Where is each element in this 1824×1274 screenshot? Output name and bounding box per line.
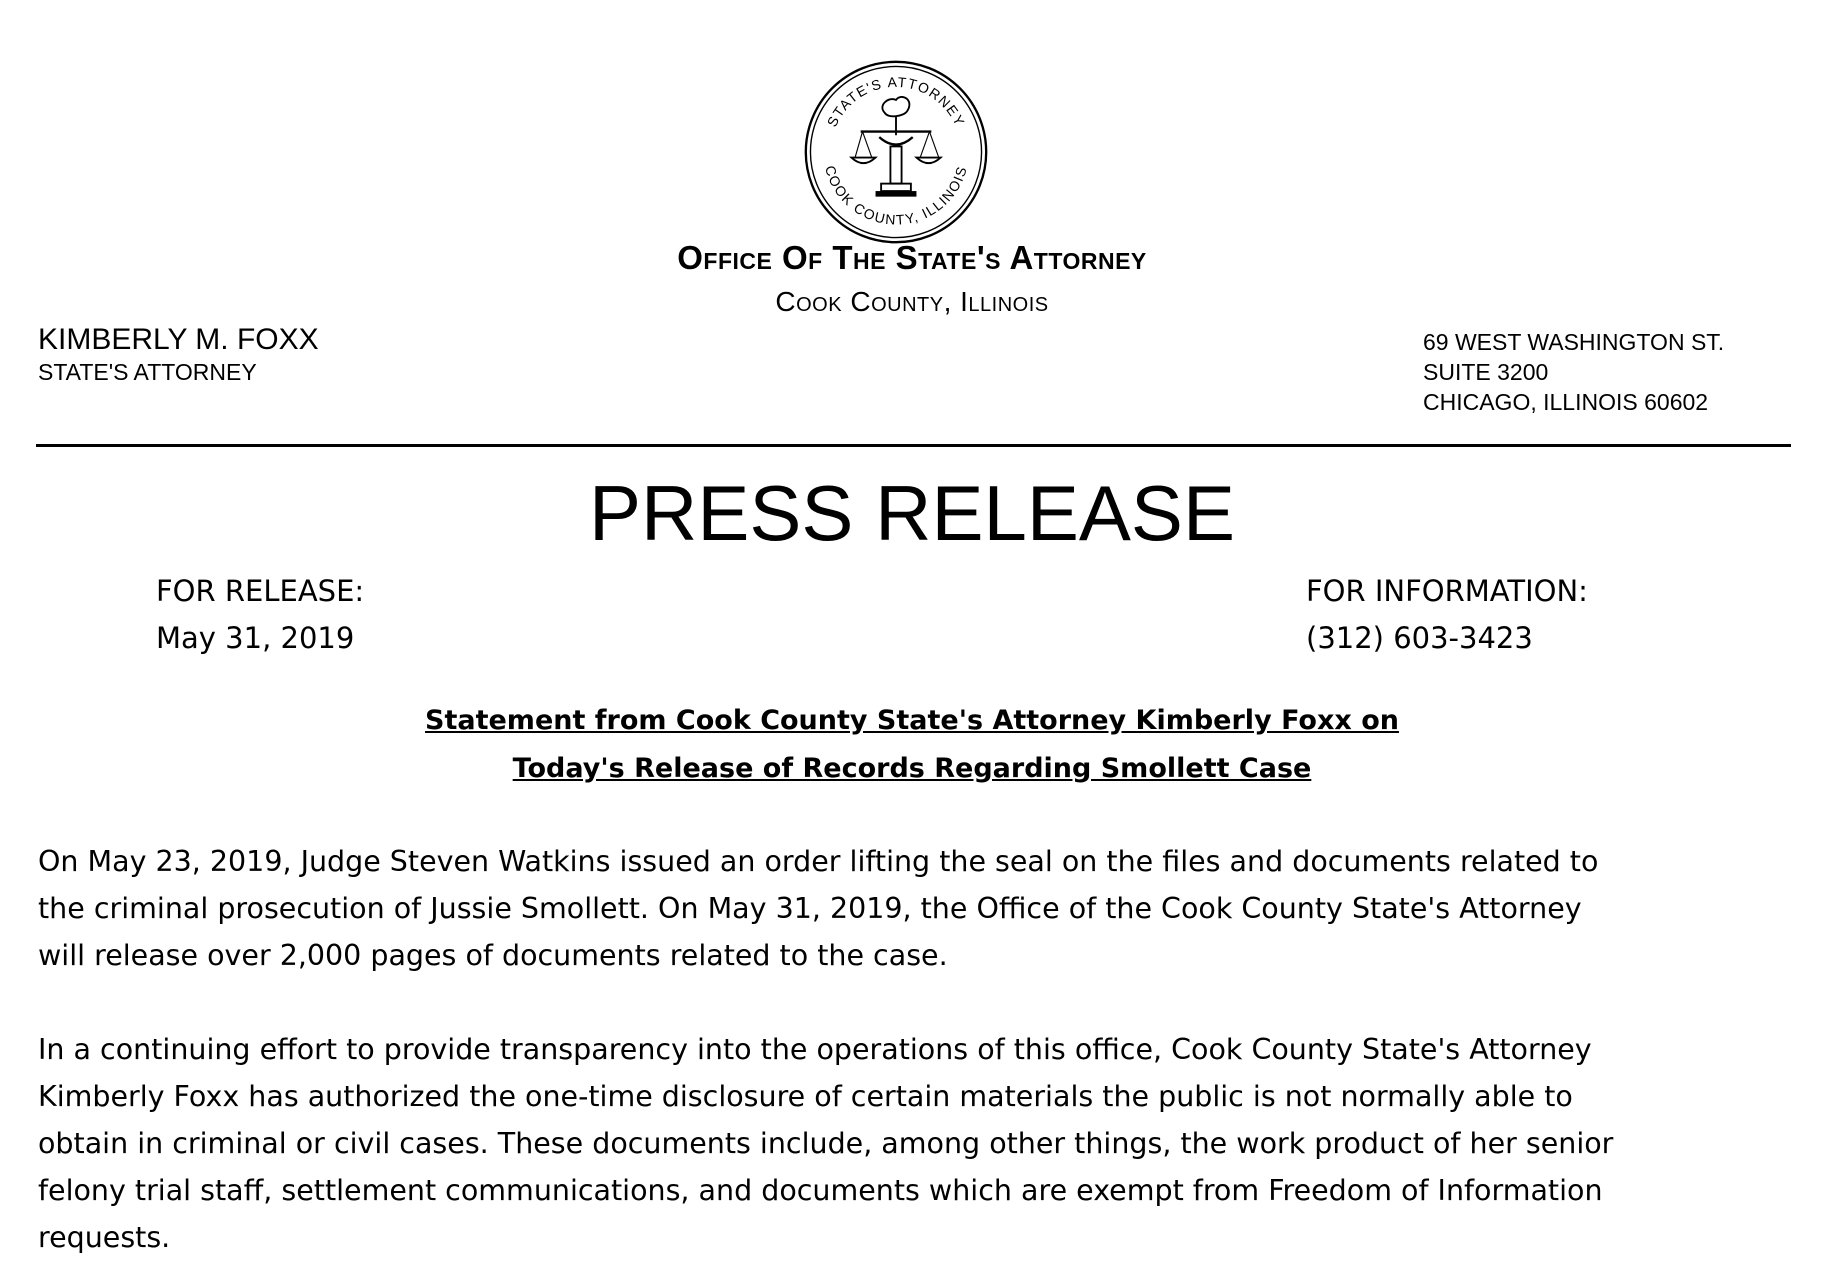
letterhead-divider [36,444,1791,447]
release-info [156,568,364,662]
office-address [1423,327,1724,417]
attorney-title: STATE'S ATTORNEY [38,359,257,385]
paragraph-line: felony trial staff, settlement communications, and documents which are exempt from Freedom of Information [38,1174,1603,1207]
body-paragraph [38,838,1798,979]
paragraph-line: requests. [38,1221,171,1254]
headline-line: Statement from Cook County State's Attorney Kimberly Foxx on [425,705,1399,736]
address-line: SUITE 3200 [1423,359,1549,385]
office-subtitle: Cook County, Illinois [775,286,1049,317]
release-date: May 31, 2019 [156,621,355,655]
paragraph-line: Kimberly Foxx has authorized the one-time disclosure of certain materials the public is not normally able to [38,1080,1573,1113]
info-phone: (312) 603-3423 [1306,621,1533,655]
body-paragraph [38,1026,1798,1261]
headline-line: Today's Release of Records Regarding Smollett Case [512,753,1312,784]
paragraph-line: will release over 2,000 pages of documents related to the case. [38,939,948,972]
paragraph-line: On May 23, 2019, Judge Steven Watkins issued an order lifting the seal on the files and documents related to [38,845,1599,878]
address-line: CHICAGO, ILLINOIS 60602 [1423,389,1709,415]
contact-info [1306,568,1588,662]
paragraph-line: obtain in criminal or civil cases. These documents include, among other things, the work product of her senior [38,1127,1614,1160]
press-release-heading: PRESS RELEASE [589,469,1235,557]
info-label: FOR INFORMATION: [1306,574,1588,608]
release-label: FOR RELEASE: [156,574,365,608]
office-title: Office Of The State's Attorney [677,239,1147,276]
seal-top-text: STATE'S ATTORNEY [823,73,969,130]
state-attorney-seal [803,59,989,245]
address-line: 69 WEST WASHINGTON ST. [1423,329,1725,355]
paragraph-line: the criminal prosecution of Jussie Smollett. On May 31, 2019, the Office of the Cook County State's Attorney [38,892,1582,925]
attorney-name: KIMBERLY M. FOXX [38,323,319,356]
seal-bottom-text: COOK COUNTY, ILLINOIS [822,163,970,228]
paragraph-line: In a continuing effort to provide transparency into the operations of this office, Cook County State's Attorney [38,1033,1592,1066]
statement-headline [0,697,1824,793]
